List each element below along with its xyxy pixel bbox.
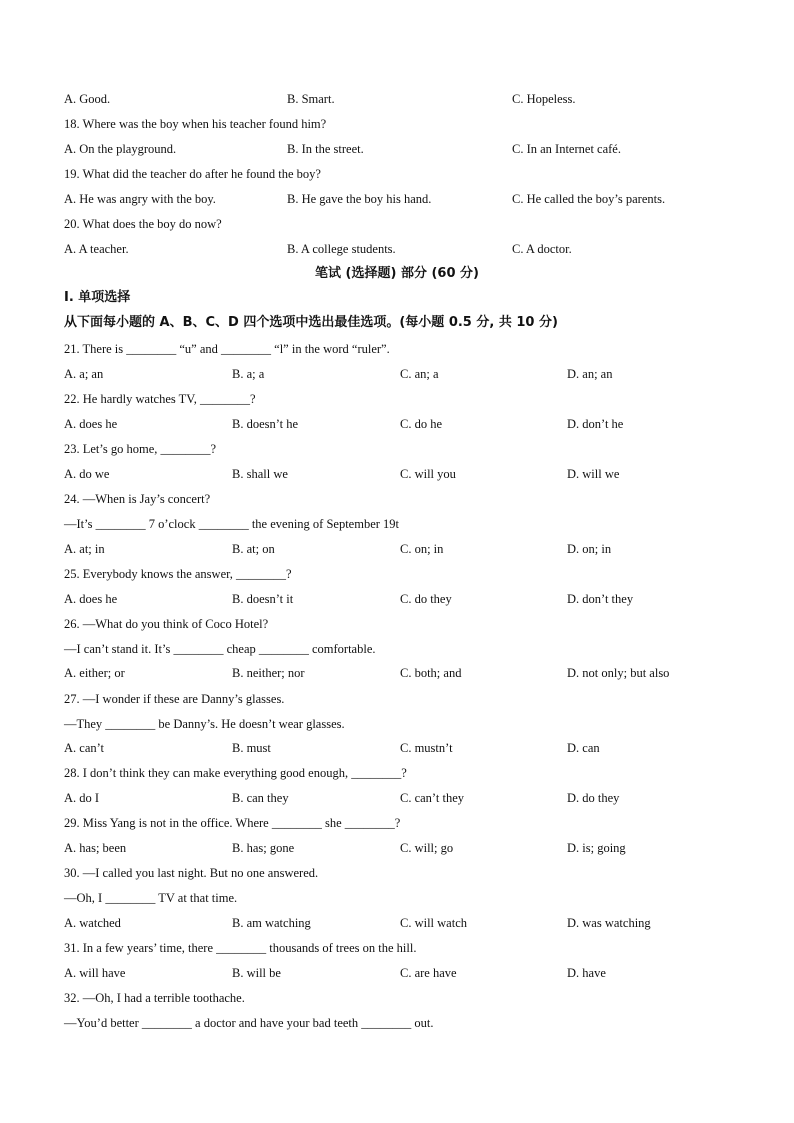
q18-options bbox=[64, 141, 744, 157]
q30-options bbox=[64, 915, 744, 931]
option-c: C. on; in bbox=[400, 542, 444, 556]
option-c: C. Hopeless. bbox=[512, 92, 576, 106]
option-d: D. don’t they bbox=[567, 592, 634, 606]
q30-line-1: 30. —I called you last night. But no one answered. bbox=[64, 866, 319, 880]
option-d: D. on; in bbox=[567, 542, 612, 556]
q31-line: 31. In a few years’ time, there ________ thousands of trees on the hill. bbox=[64, 941, 417, 955]
option-d: D. is; going bbox=[567, 841, 626, 855]
option-a: A. On the playground. bbox=[64, 142, 177, 156]
q32-line-2: —You’d better ________ a doctor and have your bad teeth ________ out. bbox=[64, 1016, 434, 1030]
option-b: B. must bbox=[232, 741, 271, 755]
q26-line-2: —I can’t stand it. It’s ________ cheap ________ comfortable. bbox=[64, 642, 376, 656]
q22-options bbox=[64, 416, 744, 432]
option-b: B. has; gone bbox=[232, 841, 295, 855]
q25-line: 25. Everybody knows the answer, ________? bbox=[64, 567, 292, 581]
option-d: D. will we bbox=[567, 467, 620, 481]
q22-line: 22. He hardly watches TV, ________? bbox=[64, 392, 256, 406]
q24-line-1: 24. —When is Jay’s concert? bbox=[64, 492, 211, 506]
q27-line-2: —They ________ be Danny’s. He doesn’t wear glasses. bbox=[64, 717, 345, 731]
option-c: C. will watch bbox=[400, 916, 468, 930]
option-b: B. am watching bbox=[232, 916, 311, 930]
option-a: A. can’t bbox=[64, 741, 105, 755]
option-a: A. A teacher. bbox=[64, 242, 129, 256]
q17-options bbox=[64, 91, 744, 107]
option-c: C. an; a bbox=[400, 367, 439, 381]
option-a: A. has; been bbox=[64, 841, 127, 855]
q19-options bbox=[64, 191, 744, 207]
option-b: B. at; on bbox=[232, 542, 275, 556]
option-a: A. do I bbox=[64, 791, 100, 805]
option-c: C. He called the boy’s parents. bbox=[512, 192, 666, 206]
option-b: B. will be bbox=[232, 966, 281, 980]
option-b: B. He gave the boy his hand. bbox=[287, 192, 432, 206]
q21-options bbox=[64, 366, 744, 382]
q24-line-2: —It’s ________ 7 o’clock ________ the evening of September 19t bbox=[64, 517, 400, 531]
q24-options bbox=[64, 541, 744, 557]
section-title: 笔试 (选择题) 部分 (60 分) bbox=[315, 266, 479, 281]
q30-line-2: —Oh, I ________ TV at that time. bbox=[64, 891, 238, 905]
option-a: A. at; in bbox=[64, 542, 105, 556]
q32-line-1: 32. —Oh, I had a terrible toothache. bbox=[64, 991, 245, 1005]
q26-line-1: 26. —What do you think of Coco Hotel? bbox=[64, 617, 269, 631]
option-d: D. was watching bbox=[567, 916, 651, 930]
q20-question: 20. What does the boy do now? bbox=[64, 217, 222, 231]
option-c: C. A doctor. bbox=[512, 242, 572, 256]
option-a: A. either; or bbox=[64, 666, 125, 680]
part-heading: I. 单项选择 bbox=[64, 290, 131, 305]
option-a: A. does he bbox=[64, 417, 118, 431]
q23-line: 23. Let’s go home, ________? bbox=[64, 442, 217, 456]
q28-options bbox=[64, 790, 744, 806]
option-b: B. A college students. bbox=[287, 242, 396, 256]
option-b: B. neither; nor bbox=[232, 666, 305, 680]
q31-options bbox=[64, 965, 744, 981]
option-b: B. Smart. bbox=[287, 92, 335, 106]
option-c: C. do he bbox=[400, 417, 443, 431]
q28-line: 28. I don’t think they can make everything good enough, ________? bbox=[64, 766, 407, 780]
q29-options bbox=[64, 840, 744, 856]
option-d: D. not only; but also bbox=[567, 666, 670, 680]
option-a: A. will have bbox=[64, 966, 126, 980]
option-d: D. can bbox=[567, 741, 600, 755]
q19-question: 19. What did the teacher do after he found the boy? bbox=[64, 167, 321, 181]
option-b: B. In the street. bbox=[287, 142, 364, 156]
option-c: C. both; and bbox=[400, 666, 462, 680]
q25-options bbox=[64, 591, 744, 607]
q27-line-1: 27. —I wonder if these are Danny’s glasses. bbox=[64, 692, 285, 706]
q29-line: 29. Miss Yang is not in the office. Where ________ she ________? bbox=[64, 816, 401, 830]
option-a: A. does he bbox=[64, 592, 118, 606]
option-b: B. can they bbox=[232, 791, 289, 805]
option-d: D. an; an bbox=[567, 367, 613, 381]
option-b: B. doesn’t it bbox=[232, 592, 294, 606]
option-a: A. Good. bbox=[64, 92, 111, 106]
option-c: C. can’t they bbox=[400, 791, 464, 805]
option-a: A. do we bbox=[64, 467, 110, 481]
q27-options bbox=[64, 740, 744, 756]
option-c: C. do they bbox=[400, 592, 452, 606]
q26-options bbox=[64, 665, 744, 681]
q21-line: 21. There is ________ “u” and ________ “l” in the word “ruler”. bbox=[64, 342, 390, 356]
option-d: D. don’t he bbox=[567, 417, 624, 431]
option-a: A. a; an bbox=[64, 367, 104, 381]
q18-question: 18. Where was the boy when his teacher found him? bbox=[64, 117, 327, 131]
option-c: C. will; go bbox=[400, 841, 454, 855]
option-c: C. mustn’t bbox=[400, 741, 453, 755]
option-b: B. shall we bbox=[232, 467, 288, 481]
option-b: B. a; a bbox=[232, 367, 265, 381]
option-a: A. watched bbox=[64, 916, 121, 930]
q20-options bbox=[64, 241, 744, 257]
q23-options bbox=[64, 466, 744, 482]
option-d: D. do they bbox=[567, 791, 620, 805]
instruction: 从下面每小题的 A、B、C、D 四个选项中选出最佳选项。(每小题 0.5 分, 共 10 分) bbox=[64, 315, 558, 330]
option-b: B. doesn’t he bbox=[232, 417, 299, 431]
option-c: C. will you bbox=[400, 467, 456, 481]
option-d: D. have bbox=[567, 966, 606, 980]
option-c: C. In an Internet café. bbox=[512, 142, 621, 156]
option-c: C. are have bbox=[400, 966, 457, 980]
option-a: A. He was angry with the boy. bbox=[64, 192, 216, 206]
